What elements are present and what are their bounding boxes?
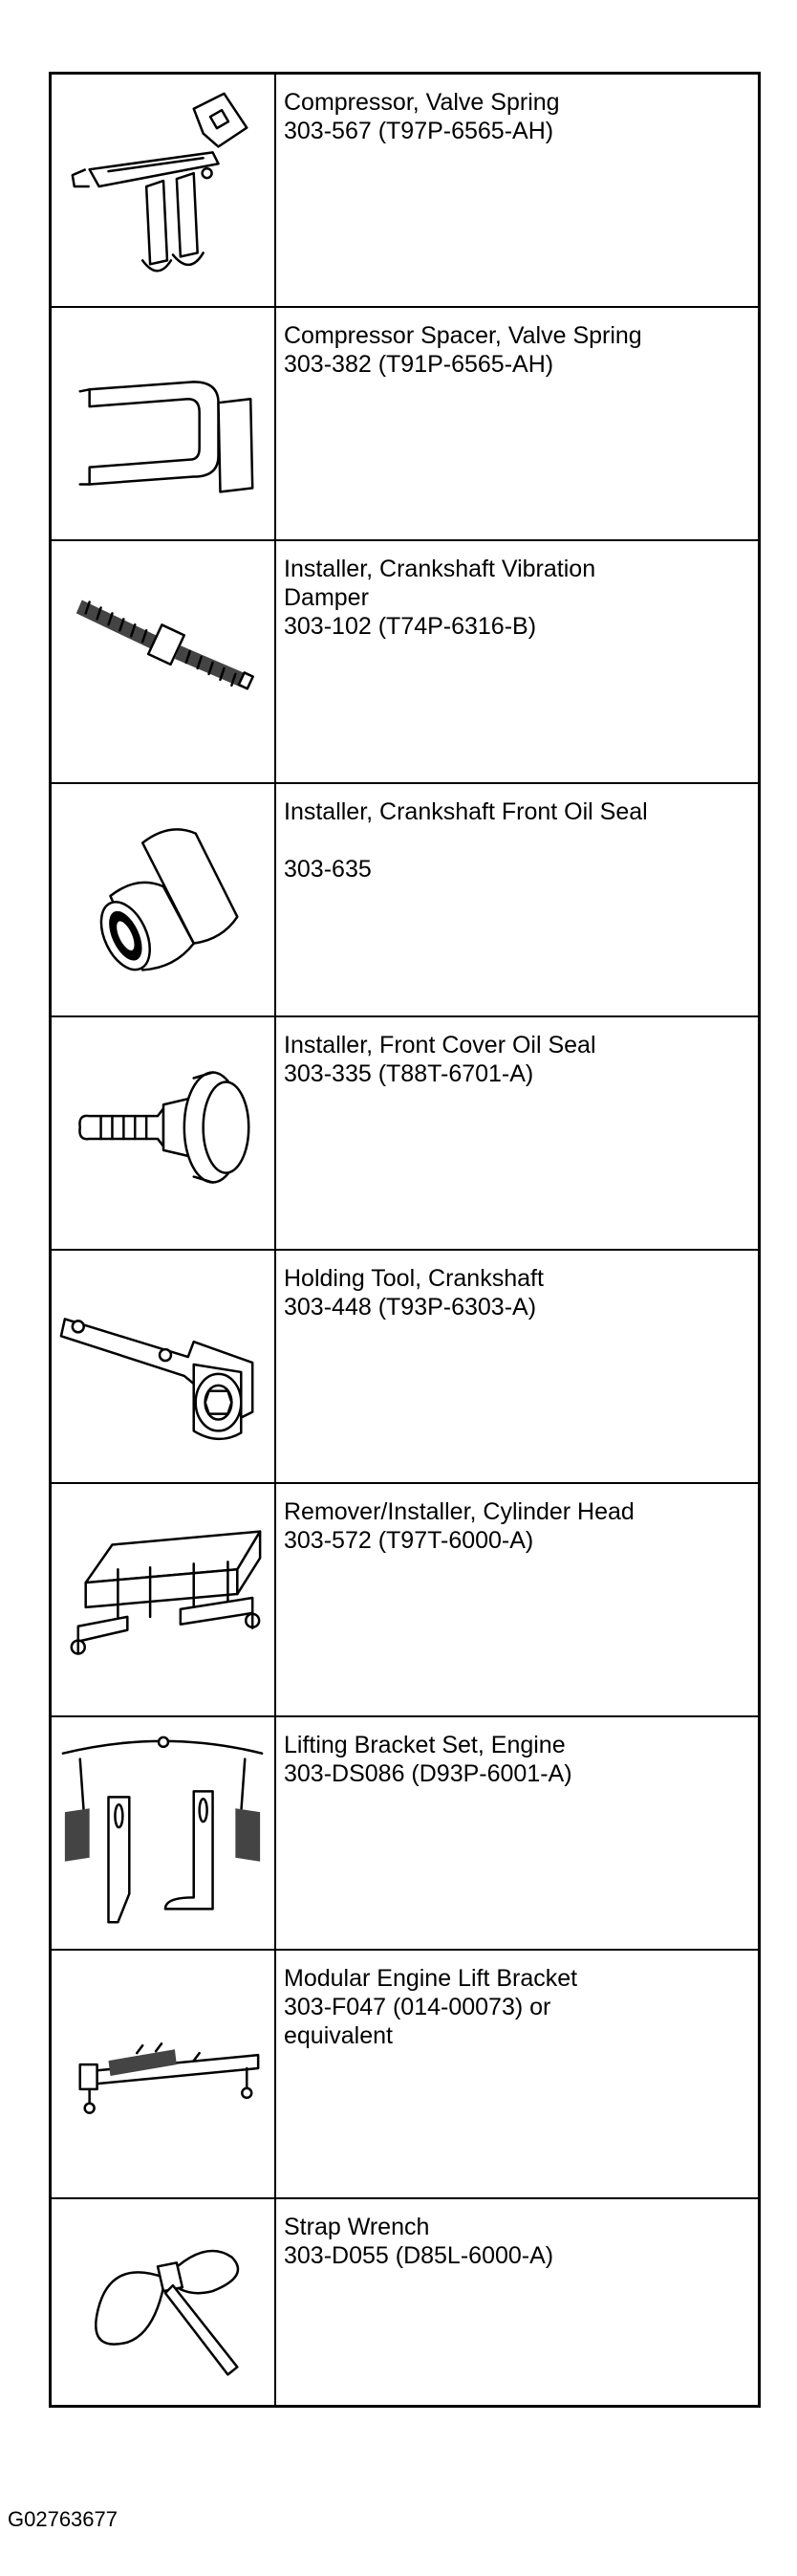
tool-number: 303-DS086 (D93P-6001-A) <box>284 1760 572 1787</box>
tool-description-cell <box>278 308 758 539</box>
tool-number: 303-102 (T74P-6316-B) <box>284 613 537 640</box>
cylinder-head-remover-icon <box>52 1484 274 1715</box>
tool-name: Modular Engine Lift Bracket <box>284 1965 578 1992</box>
tool-image-cell <box>52 1951 276 2197</box>
tool-number: 303-F047 (014-00073) or equivalent <box>284 1994 551 2049</box>
front-cover-seal-installer-icon <box>52 1017 274 1249</box>
tool-description-cell <box>278 1484 758 1715</box>
figure-id: G02763677 <box>8 2507 118 2531</box>
tool-image-cell <box>52 1251 276 1482</box>
tool-row <box>52 1717 758 1951</box>
tool-description-cell <box>278 541 758 782</box>
tool-row <box>52 2199 758 2405</box>
tool-name: Installer, Crankshaft Front Oil Seal <box>284 798 648 825</box>
tool-number: 303-382 (T91P-6565-AH) <box>284 351 554 378</box>
valve-spring-compressor-spacer-icon <box>52 308 274 539</box>
tool-image-cell <box>52 2199 276 2405</box>
tool-name: Compressor Spacer, Valve Spring <box>284 322 642 349</box>
tool-image-cell <box>52 75 276 306</box>
valve-spring-compressor-icon <box>52 75 274 306</box>
vibration-damper-installer-icon <box>52 541 274 782</box>
tool-row <box>52 1951 758 2199</box>
tool-name: Lifting Bracket Set, Engine <box>284 1732 566 1758</box>
tool-description-cell <box>278 75 758 306</box>
tool-name: Remover/Installer, Cylinder Head <box>284 1498 635 1525</box>
tool-row <box>52 75 758 308</box>
tool-description-cell <box>278 1251 758 1482</box>
tool-image-cell <box>52 1717 276 1949</box>
engine-lift-bracket-icon <box>52 1951 274 2197</box>
tool-name: Installer, Crankshaft Vibration Damper <box>284 556 596 611</box>
tool-row <box>52 1251 758 1484</box>
tool-number: 303-D055 (D85L-6000-A) <box>284 2242 554 2269</box>
lifting-bracket-set-icon <box>52 1717 274 1949</box>
tool-number: 303-448 (T93P-6303-A) <box>284 1294 537 1321</box>
tool-description-cell <box>278 784 758 1015</box>
tool-row <box>52 784 758 1017</box>
crankshaft-holding-tool-icon <box>52 1251 274 1482</box>
tool-number: 303-635 <box>284 856 372 883</box>
tool-row <box>52 541 758 784</box>
tool-image-cell <box>52 541 276 782</box>
special-tools-table <box>49 72 761 2408</box>
tool-description-cell <box>278 1017 758 1249</box>
tool-row <box>52 1484 758 1717</box>
tool-row <box>52 308 758 541</box>
tool-image-cell <box>52 1484 276 1715</box>
strap-wrench-icon <box>52 2199 274 2405</box>
tool-row <box>52 1017 758 1251</box>
tool-number: 303-335 (T88T-6701-A) <box>284 1060 534 1087</box>
tool-description-cell <box>278 1717 758 1949</box>
tool-image-cell <box>52 784 276 1015</box>
tool-number: 303-567 (T97P-6565-AH) <box>284 118 554 144</box>
front-oil-seal-installer-icon <box>52 784 274 1015</box>
tool-number: 303-572 (T97T-6000-A) <box>284 1527 534 1554</box>
tool-image-cell <box>52 1017 276 1249</box>
tool-description-cell <box>278 2199 758 2405</box>
tool-name: Holding Tool, Crankshaft <box>284 1265 544 1292</box>
tool-name: Installer, Front Cover Oil Seal <box>284 1032 596 1059</box>
tool-name: Compressor, Valve Spring <box>284 89 560 116</box>
tool-name: Strap Wrench <box>284 2214 430 2240</box>
tool-image-cell <box>52 308 276 539</box>
tool-description-cell <box>278 1951 758 2197</box>
